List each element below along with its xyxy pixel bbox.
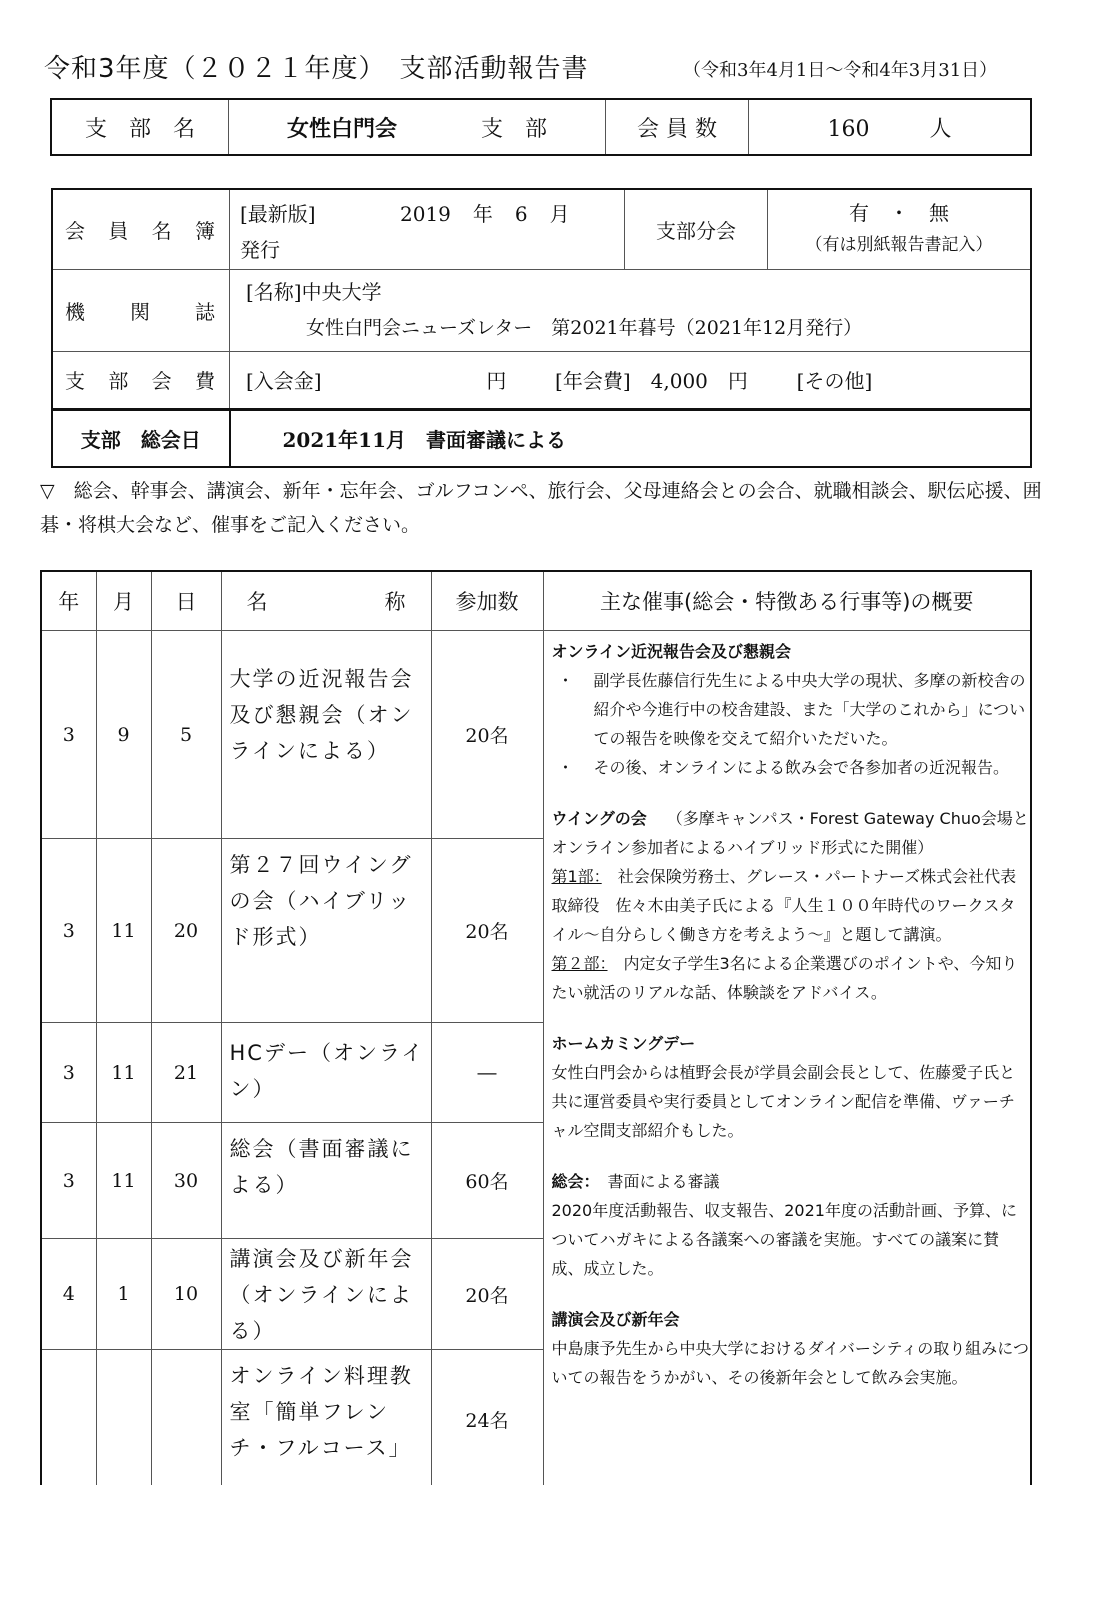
summary-online-report-text2: その後、オンラインによる飲み会で各参加者の近況報告。 — [593, 758, 1010, 777]
branch-name-suffix: 支 部 — [481, 116, 548, 142]
col-year: 年 — [41, 571, 96, 631]
row-day: 30 — [151, 1123, 221, 1239]
row-event-name: オンライン料理教室「簡単フレンチ・フルコース」 — [221, 1350, 431, 1486]
summary-wing-part1-label: 第1部： — [551, 867, 602, 886]
row-event-name: 講演会及び新年会（オンラインによる） — [221, 1239, 431, 1350]
fee-value — [230, 351, 1032, 409]
meeting-date-value: 2021年11月 書面審議による — [230, 409, 1032, 467]
journal-label: 機 関 誌 — [52, 269, 230, 351]
summary-wing-part2: 内定女子学生3名による企業選びのポイントや、今知りたい就活のリアルな話、体験談をアドバイス。 — [551, 954, 1018, 1002]
row-event-name: 総会（書面審議による） — [221, 1123, 431, 1239]
summary-general-meeting-text: 2020年度活動報告、収支報告、2021年度の活動計画、予算、についてハガキによる各議案への審議を実施。すべての議案に賛成、成立した。 — [551, 1201, 1017, 1278]
roster-issued: 発行 — [240, 238, 280, 262]
row-month: 1 — [96, 1239, 151, 1350]
fee-other: [その他] — [796, 369, 873, 393]
summary-homecoming-text: 女性白門会からは植野会長が学員会副会長として、佐藤愛子氏と共に運営委員や実行委員としてオンライン配信を準備、ヴァーチャル空間支部紹介もした。 — [551, 1063, 1016, 1140]
col-month: 月 — [96, 571, 151, 631]
fee-label: 支 部 会 費 — [52, 351, 230, 409]
report-period: （令和3年4月1日～令和4年3月31日） — [683, 60, 998, 81]
roster-year-unit: 年 — [472, 202, 493, 226]
summary-lecture-text: 中島康予先生から中央大学におけるダイバーシティの取り組みについての報告をうかがい、その後新年会として飲み会実施。 — [551, 1339, 1029, 1387]
journal-name: [名称]中央大学 — [246, 279, 382, 304]
fee-entry-unit: 円 — [486, 369, 507, 393]
branch-name-label: 支 部 名 — [51, 99, 229, 155]
events-table — [40, 570, 1032, 1485]
member-count-value: 160 — [827, 116, 870, 142]
row-participants: 20名 — [431, 1239, 543, 1350]
fee-annual: [年会費] 4,000 円 — [555, 369, 748, 393]
branch-info-table — [51, 188, 1032, 468]
subgroup-value-cell — [768, 189, 1032, 269]
row-year: 3 — [41, 839, 96, 1023]
row-participants: 24名 — [431, 1350, 543, 1486]
row-year: 3 — [41, 1023, 96, 1123]
row-event-name: 第２７回ウイングの会（ハイブリッド形式） — [221, 839, 431, 1023]
row-year: 3 — [41, 631, 96, 839]
table-row — [41, 631, 1031, 839]
member-count-label: 会 員 数 — [606, 99, 749, 155]
row-year — [41, 1350, 96, 1486]
journal-issue: 女性白門会ニューズレター 第2021年暮号（2021年12月発行） — [306, 316, 863, 339]
col-participants: 参加数 — [431, 571, 543, 631]
summary-online-report-title: オンライン近況報告会及び懇親会 — [551, 642, 792, 661]
row-day: 5 — [151, 631, 221, 839]
summary-general-meeting-subtitle: 書面による審議 — [607, 1172, 720, 1191]
row-event-name: 大学の近況報告会及び懇親会（オンラインによる） — [221, 631, 431, 839]
summary-wing-part1: 社会保険労務士、グレース・パートナーズ株式会社代表取締役 佐々木由美子氏による『人生１００年時代のワークスタイル～自分らしく働き方を考えよう～』と題して講演。 — [551, 867, 1017, 944]
journal-value — [230, 269, 1032, 351]
branch-summary-table — [50, 98, 1032, 156]
page-title: 令和3年度（２０２１年度） 支部活動報告書 — [44, 54, 589, 84]
roster-value — [230, 189, 625, 269]
fee-entry: [入会金] — [246, 369, 322, 393]
subgroup-value: 有 ・ 無 — [849, 201, 949, 226]
row-month: 11 — [96, 1023, 151, 1123]
row-day: 21 — [151, 1023, 221, 1123]
row-day: 10 — [151, 1239, 221, 1350]
branch-name-value: 女性白門会 — [286, 115, 397, 142]
row-year: 4 — [41, 1239, 96, 1350]
roster-year: 2019 — [400, 202, 451, 226]
row-participants: ― — [431, 1023, 543, 1123]
col-name: 名 称 — [221, 571, 431, 631]
row-month: 11 — [96, 839, 151, 1023]
meeting-date-label: 支部 総会日 — [52, 409, 230, 467]
roster-label: 会 員 名 簿 — [52, 189, 230, 269]
row-participants: 20名 — [431, 839, 543, 1023]
summary-lecture-title: 講演会及び新年会 — [551, 1310, 680, 1329]
roster-edition: [最新版] — [240, 202, 316, 226]
summary-wing-subtitle: （多摩キャンパス・Forest Gateway Chuo会場とオンライン参加者によるハイブリッド形式にた開催） — [551, 809, 1029, 857]
col-summary: 主な催事(総会・特徴ある行事等)の概要 — [543, 571, 1031, 631]
subgroup-note: （有は別紙報告書記入） — [805, 235, 993, 256]
row-day — [151, 1350, 221, 1486]
subgroup-label: 支部分会 — [625, 189, 768, 269]
member-count-unit: 人 — [929, 116, 952, 142]
row-year: 3 — [41, 1123, 96, 1239]
summary-general-meeting-title: 総会： — [551, 1172, 592, 1191]
summary-wing-title: ウイングの会 — [551, 809, 647, 828]
member-count-cell — [749, 99, 1032, 155]
events-table-wrapper — [40, 570, 1036, 1485]
roster-month-unit: 月 — [549, 202, 570, 226]
row-month: 9 — [96, 631, 151, 839]
summary-wing-part2-label: 第２部： — [551, 954, 608, 973]
row-month — [96, 1350, 151, 1486]
row-participants: 60名 — [431, 1123, 543, 1239]
row-month: 11 — [96, 1123, 151, 1239]
roster-month: 6 — [514, 202, 528, 226]
events-summary: オンライン近況報告会及び懇親会 ・ 副学長佐藤信行先生による中央大学の現状、多摩の新校舎の紹介や今進行中の校舎建設、また「大学のこれから」についての報告を映像を交えて紹介いただいた。 ・ その後、オンラインによる飲み会で各参加者の近況報告。 ウイングの会 （多摩キャンパス・Forest Gateway Chuo会場とオンライン参加者によるハイブリッド形式にた開催） 第1部： 社会保険労務士、グレース・パートナーズ株式会社代表取締役 佐々木由美子氏による『人生１００年時代のワークスタイル～自分らしく働き方を考えよう～』と題して講演。 第２部： 内定女子学生3名による企業選びのポイントや、今知りたい就活のリアルな話、体験談をアドバイス。 ホームカミングデー 女性白門会からは植野会長が学員会副会長として、佐藤愛子氏と共に運営委員や実行委員としてオンライン配信を準備、ヴァーチャル空間支部紹介もした。 総会： 書面による審議 2020年度活動報告、収支報告、2021年度の活動計画、予算、についてハガキによる各議案への審議を実施。すべての議案に賛成、成立した。 講演会及び新年会 中島康予先生から中央大学におけるダイバーシティの取り組みについての報告をうかがい、その後新年会として飲み会実施。 — [543, 631, 1031, 1486]
row-event-name: HCデー（オンライン） — [221, 1023, 431, 1123]
row-participants: 20名 — [431, 631, 543, 839]
branch-name-cell — [229, 99, 606, 155]
row-day: 20 — [151, 839, 221, 1023]
summary-online-report-text1: 副学長佐藤信行先生による中央大学の現状、多摩の新校舎の紹介や今進行中の校舎建設、また「大学のこれから」についての報告を映像を交えて紹介いただいた。 — [593, 671, 1026, 748]
col-day: 日 — [151, 571, 221, 631]
instruction-note: ▽ 総会、幹事会、講演会、新年・忘年会、ゴルフコンペ、旅行会、父母連絡会との会合、就職相談会、駅伝応援、囲碁・将棋大会など、催事をご記入ください。 — [40, 480, 1042, 536]
summary-homecoming-title: ホームカミングデー — [551, 1034, 696, 1053]
